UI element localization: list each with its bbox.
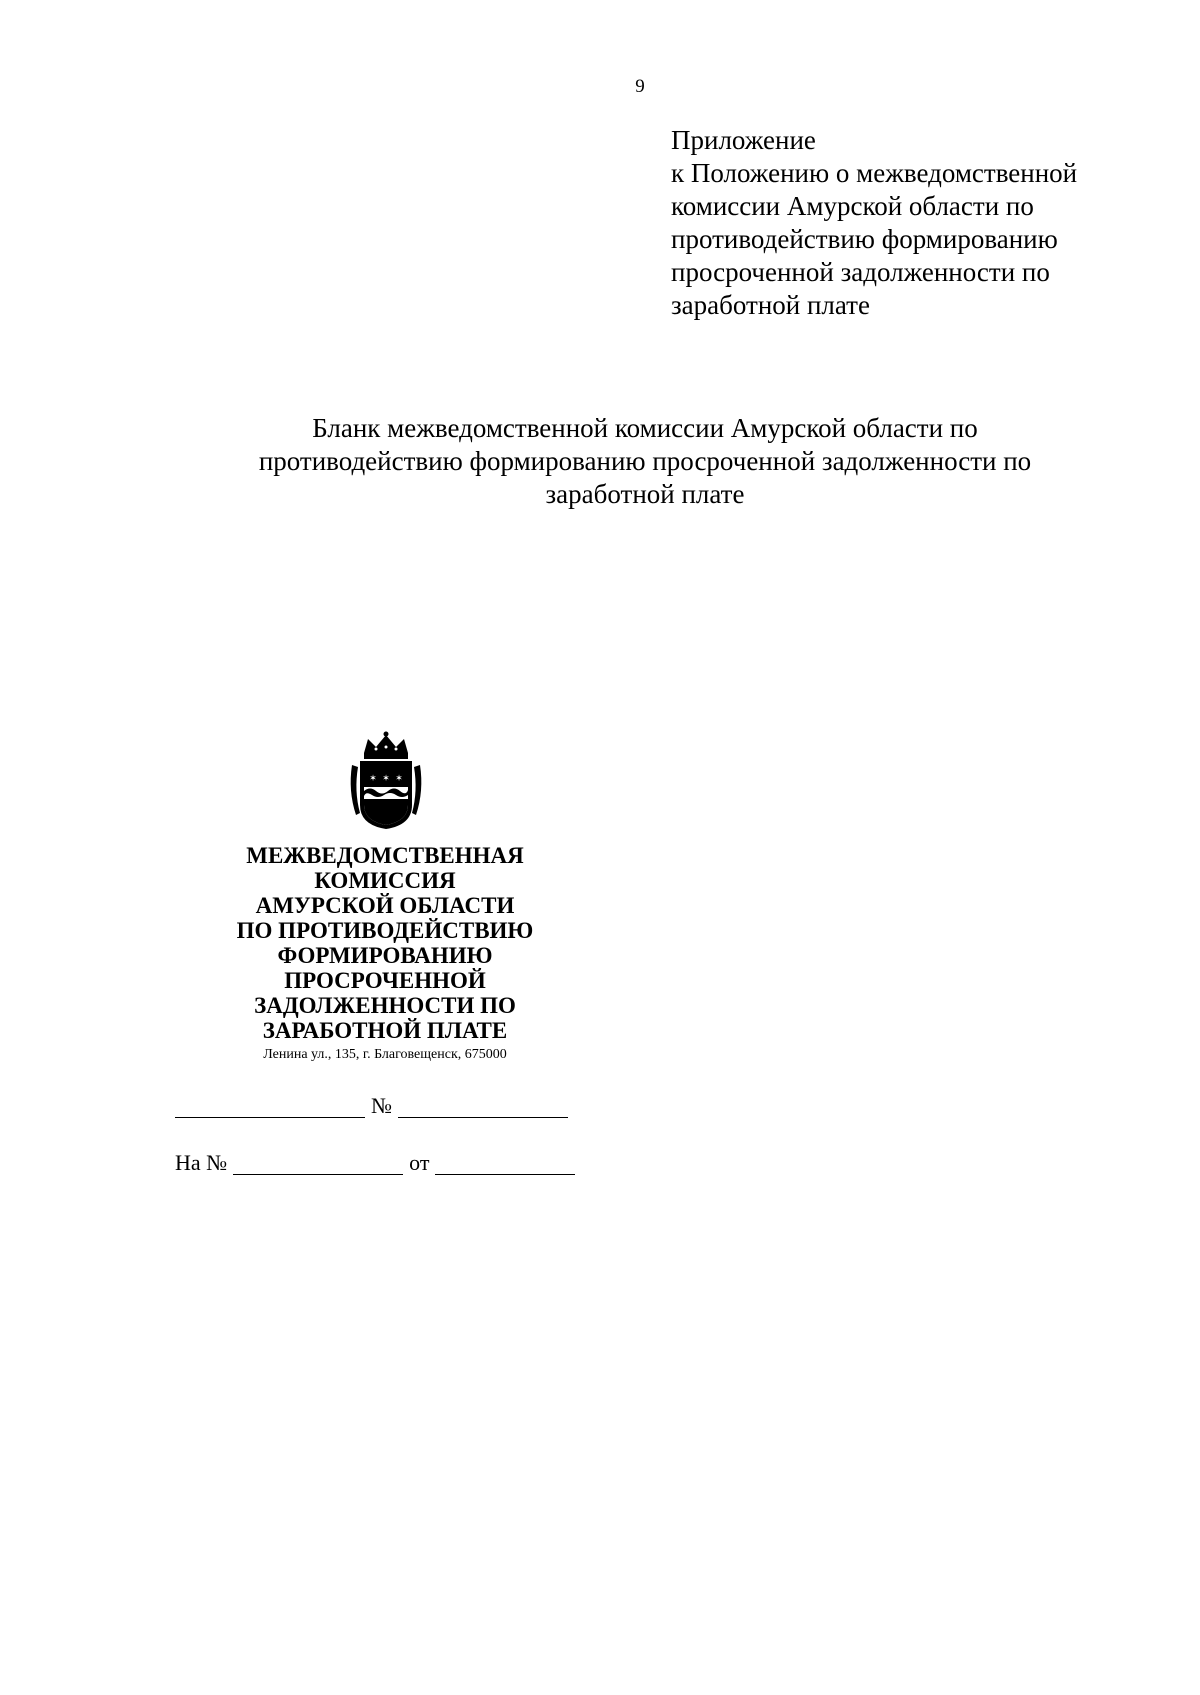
blank-heading-line: противодействию формированию просроченной задолженности по	[258, 446, 1032, 476]
number-sign: №	[371, 1093, 392, 1118]
blank-heading	[200, 412, 1090, 511]
registration-number-line	[175, 1094, 595, 1118]
organization-name-line: КОМИССИЯ	[314, 868, 456, 893]
reference-number-blank-field[interactable]	[233, 1152, 403, 1175]
organization-name-line: ЗАДОЛЖЕННОСТИ ПО	[254, 993, 516, 1018]
blank-heading-line: Бланк межведомственной комиссии Амурской области по	[312, 413, 978, 443]
organization-name-line: ПРОСРОЧЕННОЙ	[284, 968, 486, 993]
reference-number-label: На №	[175, 1150, 228, 1175]
organization-name	[200, 843, 570, 1043]
reference-line	[175, 1151, 595, 1175]
number-blank-field[interactable]	[398, 1095, 568, 1118]
appendix-line: комиссии Амурской области по	[671, 191, 1034, 221]
from-label: от	[409, 1150, 430, 1175]
appendix-line: заработной плате	[671, 290, 870, 320]
date-blank-field[interactable]	[175, 1095, 365, 1118]
organization-name-line: ФОРМИРОВАНИЮ	[277, 943, 493, 968]
organization-address: Ленина ул., 135, г. Благовещенск, 675000	[263, 1047, 507, 1062]
organization-name-line: ПО ПРОТИВОДЕЙСТВИЮ	[236, 918, 534, 943]
organization-name-line: АМУРСКОЙ ОБЛАСТИ	[255, 893, 515, 918]
blank-heading-line: заработной плате	[545, 479, 745, 509]
appendix-line: к Положению о межведомственной	[671, 158, 1078, 188]
appendix-title: Приложение	[671, 125, 816, 155]
svg-text:✶: ✶	[369, 774, 377, 784]
organization-name-line: МЕЖВЕДОМСТВЕННАЯ	[246, 843, 524, 868]
appendix-note	[671, 124, 1121, 322]
svg-text:✶: ✶	[395, 774, 403, 784]
amur-oblast-coat-of-arms-icon	[346, 731, 426, 831]
appendix-line: просроченной задолженности по	[671, 257, 1050, 287]
appendix-line: противодействию формированию	[671, 224, 1058, 254]
svg-text:✶: ✶	[382, 774, 390, 784]
letterhead	[200, 843, 570, 1065]
page-number: 9	[635, 76, 645, 97]
reference-date-blank-field[interactable]	[435, 1152, 575, 1175]
organization-name-line: ЗАРАБОТНОЙ ПЛАТЕ	[262, 1018, 508, 1043]
